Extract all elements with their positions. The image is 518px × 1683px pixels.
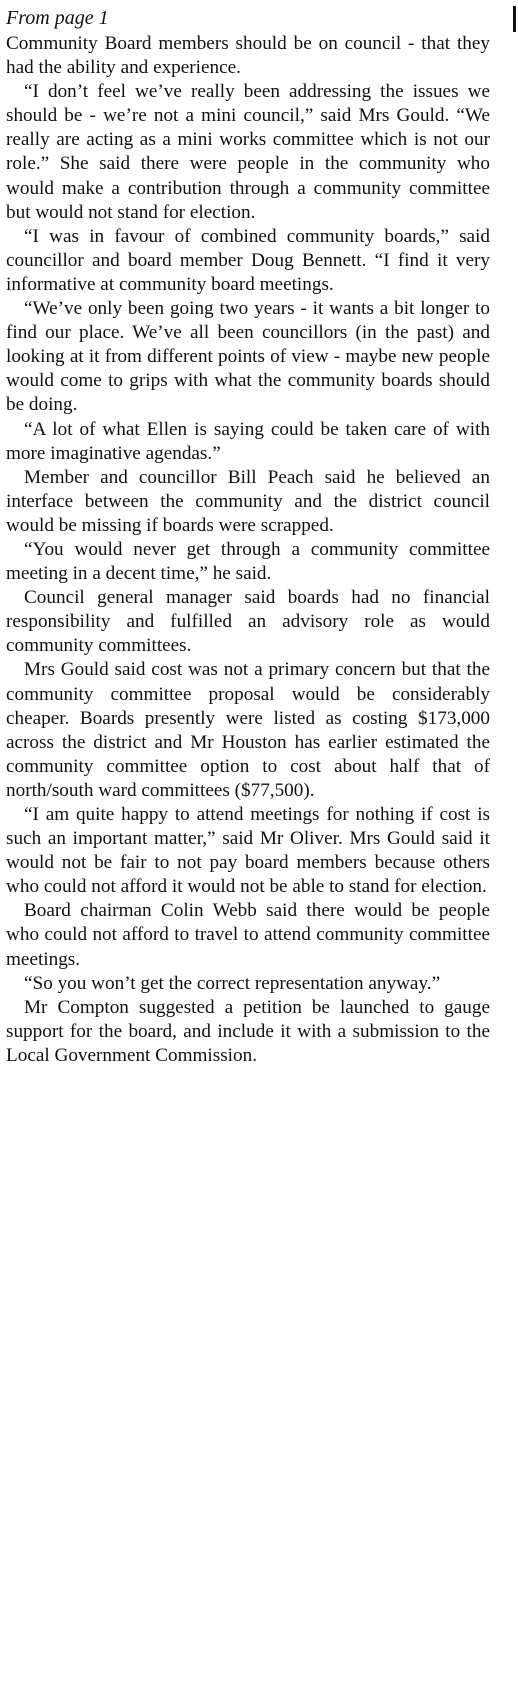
paragraph: Community Board members should be on council - that they had the ability and experience. — [6, 33, 490, 79]
paragraph: Member and councillor Bill Peach said he believed an interface between the community and the district council would be missing if boards were scrapped. — [6, 466, 490, 536]
paragraph: Board chairman Colin Webb said there would be people who could not afford to travel to attend community committee meetings. — [6, 900, 490, 970]
paragraph: Council general manager said boards had no financial responsibility and fulfilled an advisory role as would community committees. — [6, 587, 490, 657]
paragraph: Mrs Gould said cost was not a primary concern but that the community committee proposal would be considerably cheaper. Boards presently were listed as costing $173,000 across the district and Mr Houston has earlier estimated the community committee option to cost about half that of north/south ward committees ($77,500). — [6, 659, 490, 801]
paragraph: “A lot of what Ellen is saying could be taken care of with more imaginative agendas.” — [6, 418, 490, 464]
paragraph: “We’ve only been going two years - it wants a bit longer to find our place. We’ve all been councillors (in the past) and looking at it from different points of view - maybe new people would come to grips with what the community boards should be doing. — [6, 298, 490, 416]
paragraph: “I was in favour of combined community boards,” said councillor and board member Doug Bennett. “I find it very informative at community board meetings. — [6, 225, 490, 295]
paragraph: “So you won’t get the correct representation anyway.” — [24, 972, 441, 994]
continued-from-label: From page 1 — [6, 7, 109, 29]
article-column — [6, 6, 490, 1068]
paragraph: “I am quite happy to attend meetings for nothing if cost is such an important matter,” said Mr Oliver. Mrs Gould said it would not be fair to not pay board members because others who could not afford it would not be able to stand for election. — [6, 804, 490, 898]
column-divider — [513, 6, 516, 32]
paragraph: Mr Compton suggested a petition be launched to gauge support for the board, and include it with a submission to the Local Government Commission. — [6, 996, 490, 1066]
paragraph: “I don’t feel we’ve really been addressing the issues we should be - we’re not a mini council,” said Mrs Gould. “We really are acting as a mini works committee which is not our role.” She said there were people in the community who would make a contribution through a community committee but would not stand for election. — [6, 81, 490, 223]
paragraph: “You would never get through a community committee meeting in a decent time,” he said. — [6, 538, 490, 585]
